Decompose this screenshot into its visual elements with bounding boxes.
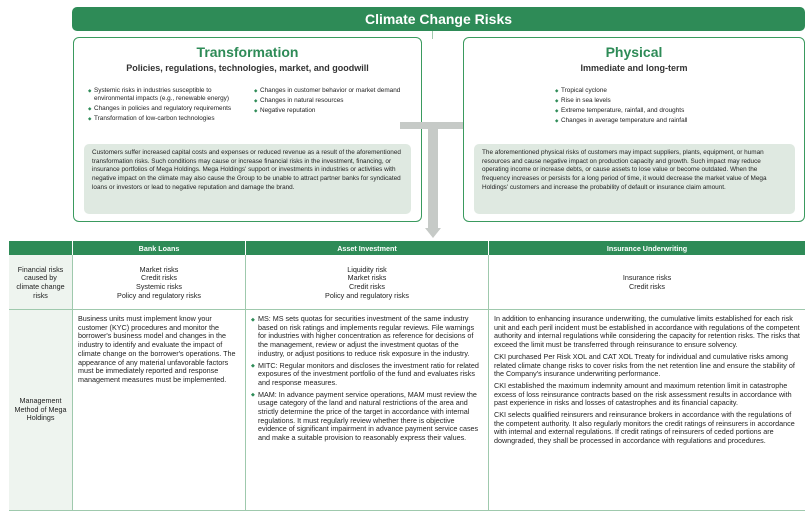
header-asset-investment: Asset Investment	[246, 241, 488, 255]
transformation-description: Customers suffer increased capital costs and expenses or reduced revenue as a result of the aforementioned transformation risks. Such conditions may cause or increase financial risks in the investment, financing, or insurance portfolios of Mega Holdings. Mega Holdings' support or investments in industries or activities with negative impact on the climate may also cause the Group to be unable to attract partner banks for syndicated loans or investors or lead to negative reputation and damage the brand.	[84, 144, 411, 214]
bank-loans-risks	[73, 259, 245, 307]
list-item: Credit risks	[629, 282, 665, 291]
down-arrow-icon	[425, 228, 441, 238]
grid-line	[9, 510, 805, 511]
list-item: ◆ Negative reputation	[254, 107, 404, 115]
list-item: ◆ Changes in customer behavior or market demand	[254, 87, 404, 95]
list-item: CKI established the maximum indemnity amount and maximum retention limit in catastrophe excess of loss reinsurance contracts based on the risk assessment results in accordance with past experience in risks and losses of catastrophes and its financial capacity.	[494, 380, 792, 408]
list-item: ◆ Changes in average temperature and rainfall	[555, 117, 755, 125]
table-header-spacer	[9, 241, 72, 255]
row-label-management-method: Management Method of Mega Holdings	[14, 396, 67, 423]
list-item: ◆ Transformation of low-carbon technologies	[88, 115, 248, 123]
physical-risks	[555, 87, 755, 127]
list-item: ◆ Rise in sea levels	[555, 97, 755, 105]
list-item: ◆ Tropical cyclone	[555, 87, 755, 95]
list-item: Market risks	[139, 264, 179, 274]
list-item: Credit risks	[141, 273, 177, 283]
physical-subtitle: Immediate and long-term	[580, 63, 688, 73]
list-item: ◆ Systemic risks in industries susceptible to environmental impacts (e.g., renewable energy)	[88, 87, 248, 102]
list-item: Policy and regulatory risks	[325, 290, 409, 300]
asset-investment-risks	[246, 259, 488, 307]
list-item: In addition to enhancing insurance underwriting, the cumulative limits established for each risk unit and each peril incident must be established in accordance with regulations of the competent authority and internal regulations while considering the capacity for retention risks. The risks that exceed the limit must be transferred through reinsurance to ensure solvency.	[494, 314, 800, 350]
transformation-risks-right	[254, 87, 404, 117]
insurance-management	[494, 315, 800, 449]
physical-panel	[463, 37, 805, 222]
transformation-panel	[73, 37, 422, 222]
asset-investment-management	[251, 315, 484, 446]
title-connector	[432, 31, 433, 39]
transformation-risks-left	[88, 87, 248, 125]
list-item: Market risks	[347, 273, 387, 283]
list-item: CKI purchased Per Risk XOL and CAT XOL Treaty for individual and cumulative risks among related climate change risks to cover risks from the net retention line and ensure the stability of the Company's insurance underwriting performance.	[494, 351, 795, 379]
list-item: ◆ MITC: Regular monitors and discloses the investment ratio for related exposures of the investment portfolio of the fund and evaluates risks and response measures.	[251, 362, 484, 388]
list-item: Policy and regulatory risks	[117, 290, 201, 300]
list-item: ◆ Changes in natural resources	[254, 97, 404, 105]
bank-loans-management: Business units must implement know your customer (KYC) procedures and monitor the borrower's business model and changes in the industry to identify and evaluate the impact of climate change on the borrower's operations. The appearance of any material unfavorable factors must be immediately reported and response management measures must be implemented.	[78, 314, 236, 384]
list-item: ◆ MAM: In advance payment service operations, MAM must review the usage category of the land and natural restrictions of the area and strictly determine the price of the target in accordance with internal regulations. It must regularly review whether there is objective evidence of significant impairment in advance payment service cases and make a suitable provision to reasonably express their values.	[251, 391, 484, 443]
merge-connector-right	[445, 122, 463, 129]
list-item: Liquidity risk	[347, 264, 387, 274]
list-item: Credit risks	[349, 282, 385, 291]
transformation-subtitle: Policies, regulations, technologies, market, and goodwill	[126, 63, 369, 73]
list-item: Insurance risks	[622, 273, 672, 283]
merge-connector-top	[422, 122, 445, 129]
row-label-financial-risks: Financial risks caused by climate change risks	[16, 264, 65, 300]
list-item: Systemic risks	[136, 282, 182, 291]
merge-connector-left	[400, 122, 422, 129]
insurance-risks	[489, 259, 805, 307]
grid-line	[9, 309, 805, 310]
list-item: CKI selects qualified reinsurers and reinsurance brokers in accordance with the regulations of the competent authority. It also regularly monitors the credit ratings of reinsurers in accordance with internal and external regulations. If credit ratings of reinsurers of ceded portions are downgraded, they shall be processed in accordance with regulations and procedures.	[494, 410, 795, 446]
merge-connector-stem	[428, 129, 438, 228]
list-item: ◆ Changes in policies and regulatory requirements	[88, 105, 248, 113]
physical-description: The aforementioned physical risks of customers may impact suppliers, plants, equipment, or human resources and cause negative impact on production capacity and growth. Such impact may reduce operating income or increase debts, or cause assets to lose value or become outdated. When the frequency increases or persists for a long period of time, it would decrease the market value of Mega Holdings' customers and increase the probability of default or insurance claim amount.	[474, 144, 795, 214]
header-bank-loans: Bank Loans	[73, 241, 245, 255]
physical-title: Physical	[605, 44, 663, 60]
transformation-title: Transformation	[196, 44, 299, 60]
list-item: ◆ MS: MS sets quotas for securities investment of the same industry based on risk ratings and implements regular reviews. File warnings for industries with higher concentration as reference for decisions of the management, review or adjust the investment quotas of the industry, or adjust positions to reduce risk exposure in the industry.	[251, 315, 484, 359]
diagram-title: Climate Change Risks	[72, 7, 805, 31]
list-item: ◆ Extreme temperature, rainfall, and droughts	[555, 107, 755, 115]
header-insurance-underwriting: Insurance Underwriting	[489, 241, 805, 255]
